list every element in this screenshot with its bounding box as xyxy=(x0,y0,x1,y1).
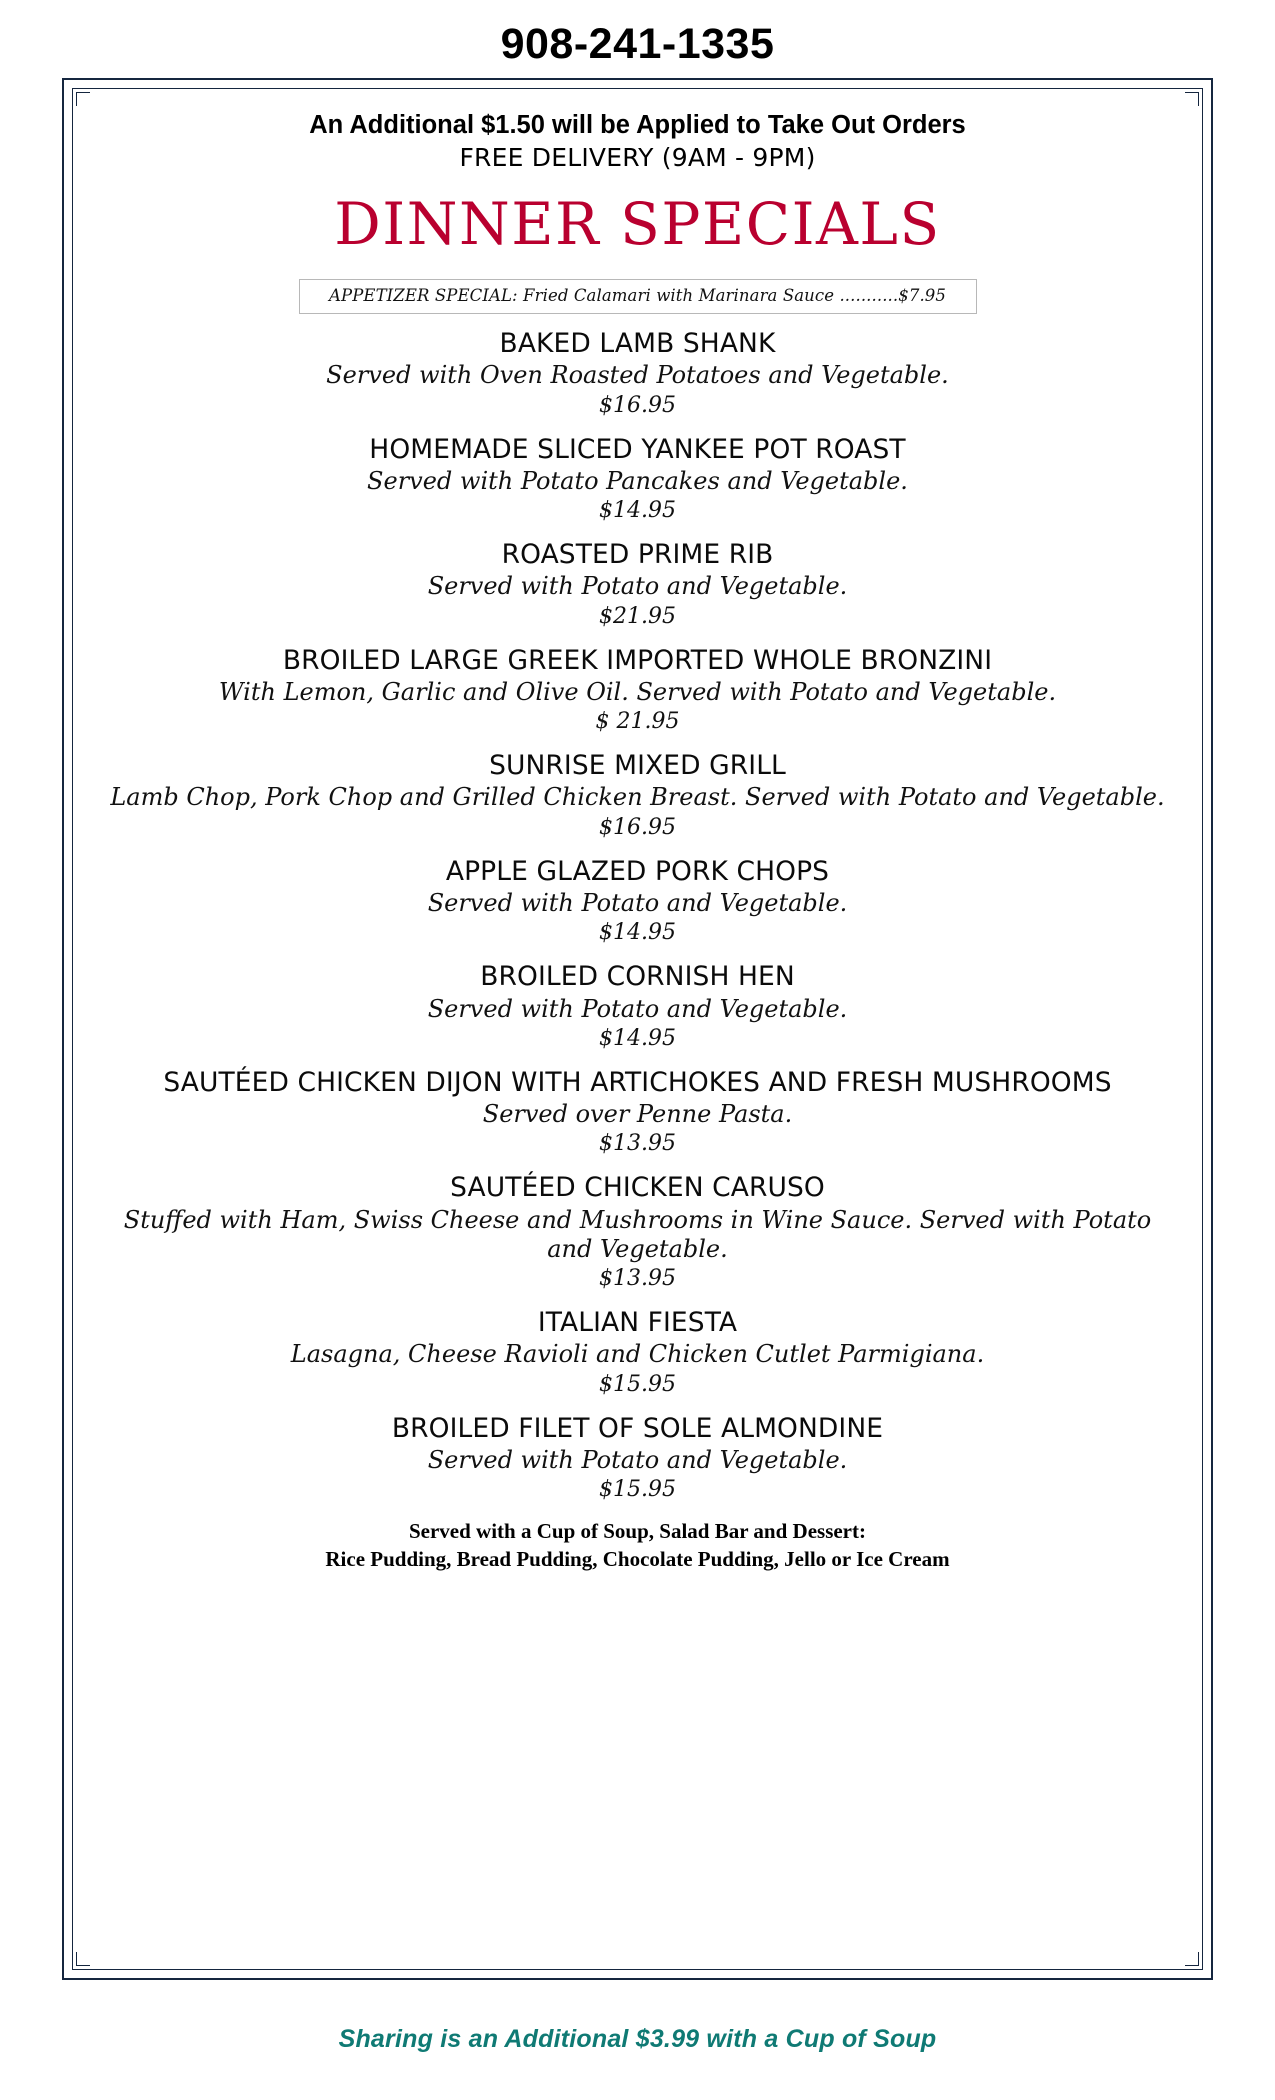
menu-item-name: SAUTÉED CHICKEN DIJON WITH ARTICHOKES AND FRESH MUSHROOMS xyxy=(163,1066,1112,1098)
menu-item-name: BROILED LARGE GREEK IMPORTED WHOLE BRONZINI xyxy=(282,644,993,676)
menu-item-price: $21.95 xyxy=(599,603,676,629)
menu-item xyxy=(108,1172,1167,1291)
menu-item xyxy=(108,1067,1167,1157)
menu-item-price: $13.95 xyxy=(599,1266,676,1292)
menu-item-description: Stuffed with Ham, Swiss Cheese and Mushrooms in Wine Sauce. Served with Potato and Vegetable. xyxy=(123,1205,1152,1263)
menu-item xyxy=(108,1413,1167,1503)
menu-item-description: Served with Potato and Vegetable. xyxy=(427,889,848,917)
menu-item xyxy=(108,961,1167,1051)
menu-item-name: SAUTÉED CHICKEN CARUSO xyxy=(450,1172,825,1204)
menu-item-price: $16.95 xyxy=(599,814,676,840)
menu-item-name: HOMEMADE SLICED YANKEE POT ROAST xyxy=(369,433,906,465)
menu-item-price: $14.95 xyxy=(599,498,676,524)
menu-item-price: $ 21.95 xyxy=(595,709,680,735)
menu-item-description: Served with Potato and Vegetable. xyxy=(427,1445,848,1474)
page-title: DINNER SPECIALS xyxy=(334,190,941,259)
menu-item-price: $16.95 xyxy=(599,392,676,418)
menu-item xyxy=(108,434,1167,524)
menu-item-name: BAKED LAMB SHANK xyxy=(499,328,776,360)
menu-item xyxy=(108,856,1167,946)
menu-item-price: $14.95 xyxy=(599,920,676,946)
menu-item xyxy=(108,539,1167,629)
included-with-meal-line-1: Served with a Cup of Soup, Salad Bar and Dessert: xyxy=(408,1519,866,1544)
menu-item-description: Served with Potato and Vegetable. xyxy=(427,572,848,601)
appetizer-special-box xyxy=(299,279,977,314)
menu-item-price: $15.95 xyxy=(599,1371,676,1397)
menu-content xyxy=(82,92,1193,1972)
menu-item-description: Served over Penne Pasta. xyxy=(482,1100,793,1129)
menu-item-list xyxy=(108,328,1167,1502)
takeout-notice: An Additional $1.50 will be Applied to Take Out Orders xyxy=(309,111,966,139)
menu-item xyxy=(108,1307,1167,1397)
delivery-notice: FREE DELIVERY (9AM - 9PM) xyxy=(459,143,816,173)
menu-item-description: Lamb Chop, Pork Chop and Grilled Chicken Breast. Served with Potato and Vegetable. xyxy=(110,783,1165,812)
menu-item-name: BROILED CORNISH HEN xyxy=(480,961,795,993)
menu-item-name: ROASTED PRIME RIB xyxy=(501,539,774,571)
sharing-notice: Sharing is an Additional $3.99 with a Cup of Soup xyxy=(338,2025,937,2053)
menu-item-name: SUNRISE MIXED GRILL xyxy=(489,750,786,782)
menu-item-description: Lasagna, Cheese Ravioli and Chicken Cutlet Parmigiana. xyxy=(290,1340,985,1369)
menu-item-price: $13.95 xyxy=(599,1131,676,1157)
menu-item xyxy=(108,328,1167,418)
appetizer-special-text: APPETIZER SPECIAL: Fried Calamari with Marinara Sauce ...........$7.95 xyxy=(329,286,946,306)
menu-item-price: $15.95 xyxy=(599,1477,676,1503)
menu-item-name: BROILED FILET OF SOLE ALMONDINE xyxy=(391,1412,884,1444)
menu-item-description: Served with Potato Pancakes and Vegetable. xyxy=(367,466,908,495)
menu-item-name: APPLE GLAZED PORK CHOPS xyxy=(445,855,830,887)
menu-item xyxy=(108,645,1167,735)
menu-item-name: ITALIAN FIESTA xyxy=(537,1307,738,1339)
menu-item-price: $14.95 xyxy=(599,1025,676,1051)
included-with-meal-line-2: Rice Pudding, Bread Pudding, Chocolate Pudding, Jello or Ice Cream xyxy=(325,1547,950,1572)
menu-item-description: With Lemon, Garlic and Olive Oil. Served with Potato and Vegetable. xyxy=(218,677,1057,706)
menu-item xyxy=(108,750,1167,840)
menu-item-description: Served with Potato and Vegetable. xyxy=(427,994,848,1023)
phone-number: 908-241-1335 xyxy=(500,20,775,68)
menu-item-description: Served with Oven Roasted Potatoes and Vegetable. xyxy=(326,361,949,390)
